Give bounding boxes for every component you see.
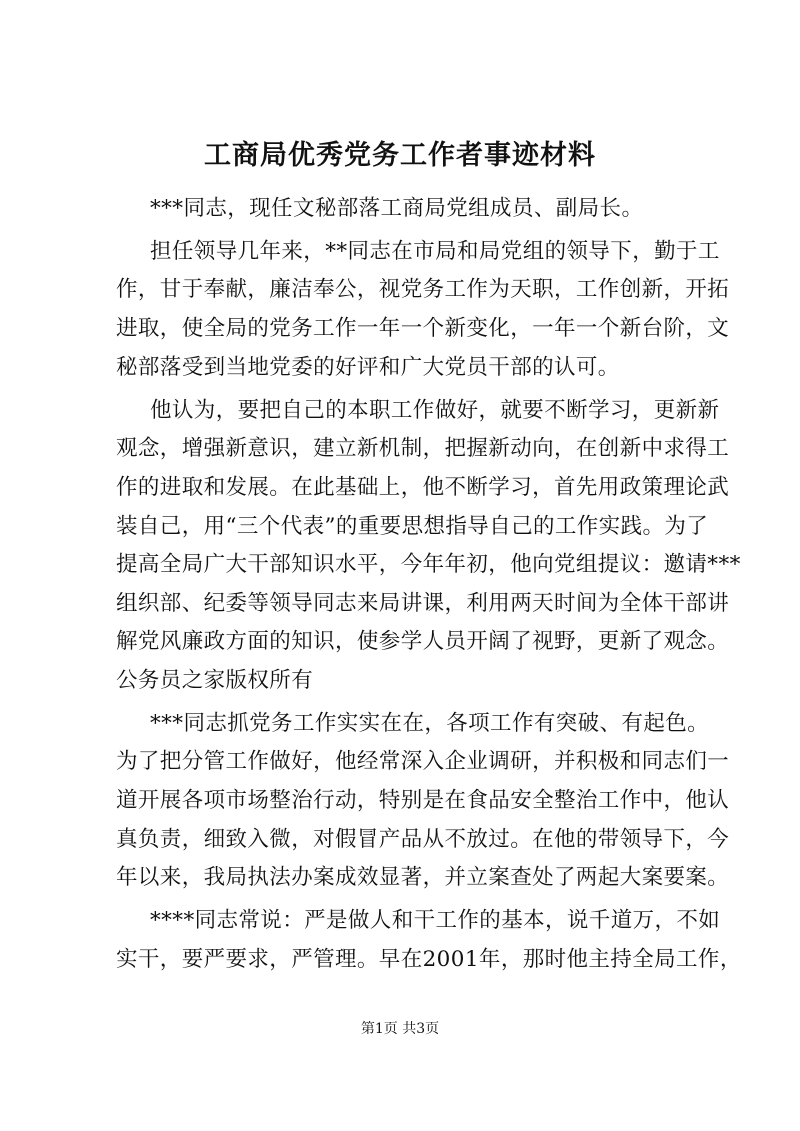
paragraph-line: 道开展各项市场整治行动，特别是在食品安全整治工作中，他认 (116, 788, 730, 813)
paragraph-line: 进取，使全局的党务工作一年一个新变化，一年一个新台阶，文 (116, 316, 730, 341)
paragraph-line: 观念，增强新意识，建立新机制，把握新动向，在创新中求得工 (116, 436, 730, 461)
paragraph-line: ***同志，现任文秘部落工商局党组成员、副局长。 (150, 196, 644, 221)
paragraph-line: 担任领导几年来，**同志在市局和局党组的领导下，勤于工 (150, 239, 720, 264)
paragraph-line: 为了把分管工作做好，他经常深入企业调研，并积极和同志们一 (116, 749, 730, 774)
page-indicator: 第1页 共3页 (360, 1021, 440, 1037)
paragraph-line: 解党风廉政方面的知识，使参学人员开阔了视野，更新了观念。 (116, 629, 730, 654)
paragraph-line: ***同志抓党务工作实实在在，各项工作有突破、有起色。 (150, 711, 710, 736)
paragraph-line: 装自己，用“三个代表”的重要思想指导自己的工作实践。为了 (116, 514, 709, 539)
paragraph-line: 作的进取和发展。在此基础上，他不断学习，首先用政策理论武 (116, 475, 730, 500)
paragraph-line: 年以来，我局执法办案成效显著，并立案查处了两起大案要案。 (116, 865, 730, 890)
paragraph-line: 组织部、纪委等领导同志来局讲课，利用两天时间为全体干部讲 (116, 591, 730, 616)
paragraph-line: 实干，要严要求，严管理。早在2001年，那时他主持全局工作， (116, 947, 742, 972)
paragraph-line: 他认为，要把自己的本职工作做好，就要不断学习，更新新 (150, 398, 720, 423)
paragraph-line: 作，甘于奉献，廉洁奉公，视党务工作为天职，工作创新，开拓 (116, 277, 730, 302)
document-title: 工商局优秀党务工作者事迹材料 (204, 140, 596, 171)
paragraph-line: 真负责，细致入微，对假冒产品从不放过。在他的带领导下，今 (116, 827, 730, 852)
paragraph-line: 秘部落受到当地党委的好评和广大党员干部的认可。 (116, 355, 620, 380)
copyright-note: 公务员之家版权所有 (116, 668, 314, 693)
paragraph-line: 提高全局广大干部知识水平，今年年初，他向党组提议：邀请*** (116, 552, 741, 577)
paragraph-line: ****同志常说：严是做人和干工作的基本，说千道万，不如 (150, 908, 721, 933)
